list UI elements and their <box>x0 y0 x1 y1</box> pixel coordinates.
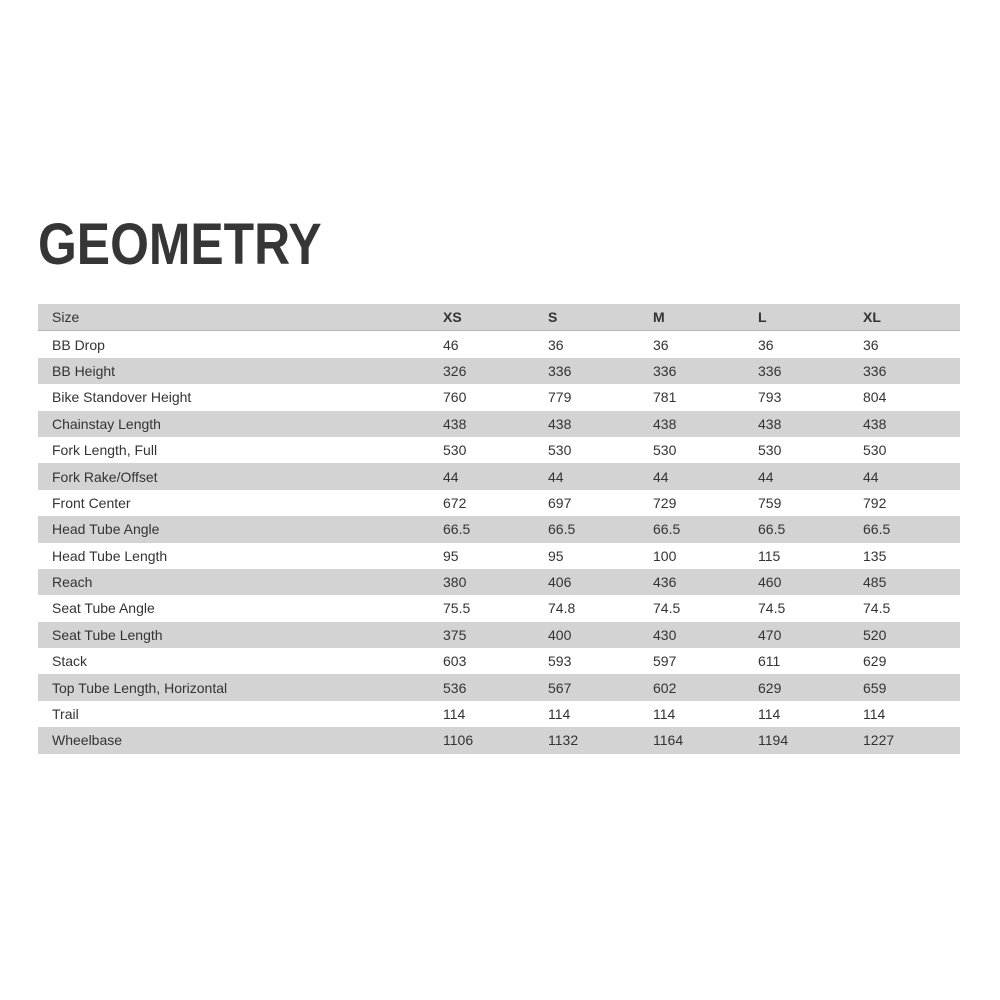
row-label: Reach <box>38 569 443 595</box>
cell-value: 438 <box>758 411 863 437</box>
cell-value: 114 <box>653 706 676 723</box>
cell-value: 470 <box>758 622 863 648</box>
cell-value: 438 <box>443 411 548 437</box>
cell-value: 602 <box>653 674 758 700</box>
cell-value: 530 <box>548 442 572 459</box>
cell-value: 36 <box>758 336 774 353</box>
table-row <box>38 543 960 569</box>
row-label: Fork Length, Full <box>52 442 158 459</box>
cell-value: 74.5 <box>863 600 891 617</box>
cell-value: 438 <box>548 411 653 437</box>
row-label: BB Drop <box>52 336 105 353</box>
cell-value: 438 <box>653 411 758 437</box>
cell-value: 536 <box>443 674 548 700</box>
cell-value: 336 <box>863 358 960 384</box>
cell-value: 406 <box>548 569 653 595</box>
row-label: Front Center <box>52 494 131 511</box>
table-row <box>38 701 960 727</box>
row-label: Wheelbase <box>38 727 443 753</box>
cell-value: 375 <box>443 622 548 648</box>
cell-value: 115 <box>758 547 781 564</box>
cell-value: 114 <box>758 706 781 723</box>
cell-value: 567 <box>548 674 653 700</box>
cell-value: 36 <box>548 336 564 353</box>
cell-value: 793 <box>758 389 782 406</box>
cell-value: 597 <box>653 653 677 670</box>
row-label: Head Tube Angle <box>38 516 443 542</box>
cell-value: 95 <box>548 547 564 564</box>
cell-value: 74.8 <box>548 600 576 617</box>
table-row <box>38 384 960 410</box>
cell-value: 629 <box>758 674 863 700</box>
row-label: BB Height <box>38 358 443 384</box>
table-row <box>38 437 960 463</box>
size-header-xs: XS <box>443 304 548 331</box>
cell-value: 438 <box>863 411 960 437</box>
cell-value: 44 <box>443 463 548 489</box>
cell-value: 530 <box>653 442 677 459</box>
cell-value: 66.5 <box>863 516 960 542</box>
cell-value: 530 <box>863 442 887 459</box>
cell-value: 66.5 <box>653 516 758 542</box>
cell-value: 760 <box>443 389 467 406</box>
cell-value: 336 <box>758 358 863 384</box>
cell-value: 593 <box>548 653 572 670</box>
cell-value: 779 <box>548 389 572 406</box>
cell-value: 530 <box>758 442 782 459</box>
cell-value: 380 <box>443 569 548 595</box>
cell-value: 114 <box>863 706 886 723</box>
geometry-table <box>38 304 960 754</box>
row-label: Bike Standover Height <box>52 389 192 406</box>
cell-value: 135 <box>863 547 887 564</box>
cell-value: 44 <box>863 463 960 489</box>
row-label: Head Tube Length <box>52 547 168 564</box>
cell-value: 74.5 <box>653 600 681 617</box>
table-row <box>38 595 960 621</box>
row-label: Top Tube Length, Horizontal <box>38 674 443 700</box>
cell-value: 36 <box>863 336 879 353</box>
cell-value: 1106 <box>443 727 548 753</box>
cell-value: 114 <box>548 706 571 723</box>
row-label: Seat Tube Length <box>38 622 443 648</box>
size-header-m: M <box>653 304 758 331</box>
cell-value: 520 <box>863 622 960 648</box>
cell-value: 781 <box>653 389 677 406</box>
cell-value: 326 <box>443 358 548 384</box>
cell-value: 603 <box>443 653 467 670</box>
page-title: GEOMETRY <box>38 212 322 277</box>
cell-value: 95 <box>443 547 459 564</box>
cell-value: 66.5 <box>443 516 548 542</box>
cell-value: 336 <box>653 358 758 384</box>
cell-value: 485 <box>863 569 960 595</box>
cell-value: 629 <box>863 653 887 670</box>
table-row <box>38 358 960 384</box>
row-label: Seat Tube Angle <box>52 600 155 617</box>
table-row <box>38 331 960 358</box>
table-row <box>38 622 960 648</box>
cell-value: 659 <box>863 674 960 700</box>
size-column-header: Size <box>38 304 443 331</box>
cell-value: 759 <box>758 494 782 511</box>
cell-value: 729 <box>653 494 677 511</box>
cell-value: 460 <box>758 569 863 595</box>
cell-value: 611 <box>758 653 781 670</box>
cell-value: 46 <box>443 336 459 353</box>
size-header-xl: XL <box>863 304 960 331</box>
cell-value: 436 <box>653 569 758 595</box>
table-header-row <box>38 304 960 331</box>
cell-value: 530 <box>443 442 467 459</box>
cell-value: 1132 <box>548 727 653 753</box>
cell-value: 1227 <box>863 727 960 753</box>
cell-value: 1194 <box>758 727 863 753</box>
cell-value: 44 <box>548 463 653 489</box>
cell-value: 75.5 <box>443 600 471 617</box>
table-row <box>38 490 960 516</box>
table-row <box>38 648 960 674</box>
table-row <box>38 674 960 700</box>
table-row <box>38 516 960 542</box>
row-label: Chainstay Length <box>38 411 443 437</box>
size-header-l: L <box>758 304 863 331</box>
cell-value: 672 <box>443 494 467 511</box>
cell-value: 697 <box>548 494 572 511</box>
cell-value: 66.5 <box>548 516 653 542</box>
cell-value: 336 <box>548 358 653 384</box>
cell-value: 74.5 <box>758 600 786 617</box>
cell-value: 1164 <box>653 727 758 753</box>
cell-value: 792 <box>863 494 887 511</box>
cell-value: 44 <box>758 463 863 489</box>
cell-value: 430 <box>653 622 758 648</box>
table-row <box>38 411 960 437</box>
cell-value: 36 <box>653 336 669 353</box>
geometry-table-body <box>38 331 960 754</box>
row-label: Fork Rake/Offset <box>38 463 443 489</box>
cell-value: 44 <box>653 463 758 489</box>
cell-value: 400 <box>548 622 653 648</box>
row-label: Stack <box>52 653 88 670</box>
table-row <box>38 569 960 595</box>
table-row <box>38 727 960 753</box>
table-row <box>38 463 960 489</box>
cell-value: 114 <box>443 706 466 723</box>
cell-value: 66.5 <box>758 516 863 542</box>
cell-value: 804 <box>863 389 887 406</box>
cell-value: 100 <box>653 547 677 564</box>
row-label: Trail <box>52 706 79 723</box>
size-header-s: S <box>548 304 653 331</box>
